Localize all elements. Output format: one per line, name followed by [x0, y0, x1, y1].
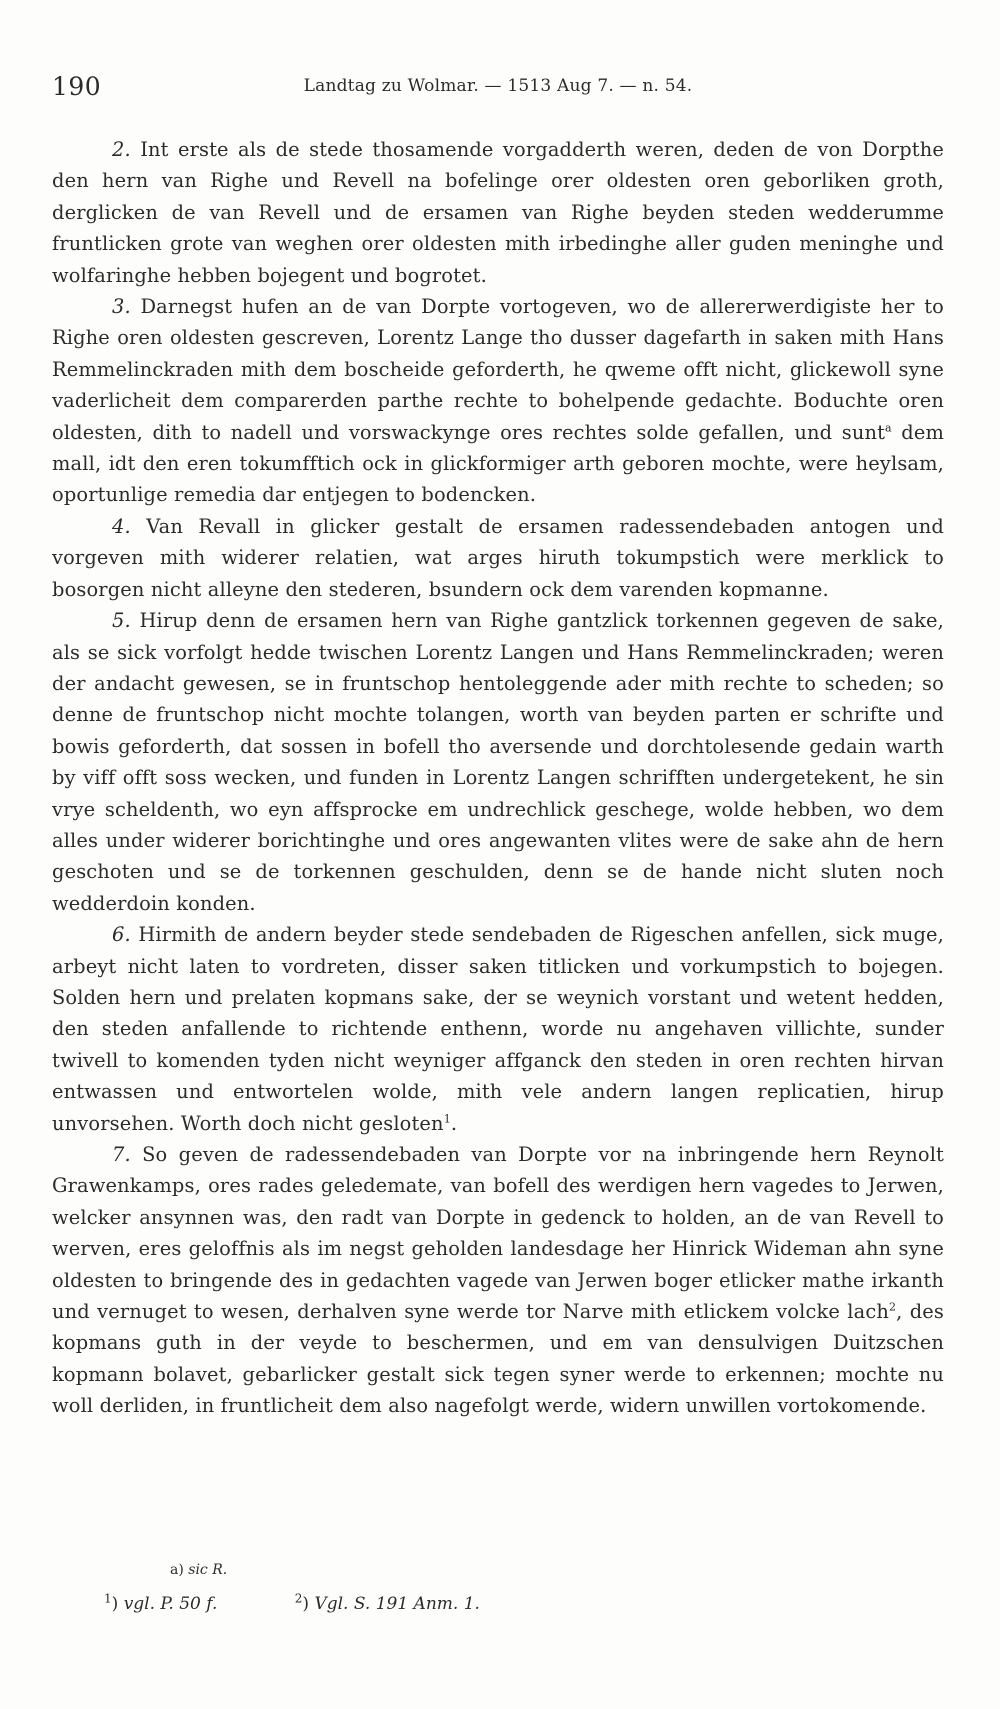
paragraph-text: So geven de radessendebaden van Dorpte vor na inbringende hern Reynolt Grawenkamps, ores rades geledemate, van bofell des werdigen hern vagedes to Jerwen, welcker ansynnen was, den radt van Dorpte in gedenck to holden, an de van Revell to werven, eres geloffnis als im negst geholden landesdage her Hinrick Wideman ahn syne oldesten to bringende des in gedachten vagede van Jerwen boger etlicker mathe irkanth und vernuget to wesen, derhalven syne werde tor Narve mith etlickem volcke lach	[52, 1143, 944, 1324]
paragraph-number: 3.	[112, 295, 131, 319]
paragraph-text: Hirmith de andern beyder stede sendebaden de Rigeschen anfellen, sick muge, arbeyt nicht laten to vordreten, disser saken titlicken und vorkumpstich to bojegen. Solden hern und prelaten kopmans sake, der se weynich vorstant und wetent hedden, den steden anfallende to richtende enthenn, worde nu angehaven villichte, sunder twivell to komenden tyden nicht weyniger affganck den steden in oren rechten hirvan entwassen und entwortelen wolde, mith vele andern langen replicatien, hirup unvorsehen. Worth doch nicht gesloten	[52, 923, 944, 1135]
paragraph-text-continued: , des kopmans guth in der veyde to beschermen, und em van densulvigen Duitzschen kopmann bolavet, gebarlicker gestalt sick tegen syner werde to erkennen; mochte nu woll derliden, in fruntlicheit dem also nagefolgt werde, widern unwillen vortokomende.	[52, 1300, 944, 1418]
paragraph-6	[52, 919, 944, 1139]
footnote-a	[170, 1562, 227, 1578]
footnote-ref-a: a	[885, 421, 892, 435]
paragraph-text: Van Revall in glicker gestalt de ersamen radessendebaden antogen und vorgeven mith widerer relatien, wat arges hiruth tokumpstich were merklick to bosorgen nicht alleyne den stederen, bsundern ock dem varenden kopmanne.	[52, 514, 944, 601]
footnote-ref-1: 1	[443, 1112, 451, 1126]
footnote-marker: )	[111, 1594, 119, 1614]
paragraph-text: Hirup denn de ersamen hern van Righe gantzlick torkennen gegeven de sake, als se sick vorfolgt hedde twischen Lorentz Langen und Hans Remmelinckraden; weren der andacht gewesen, se in fruntschop hentoleggende ader mith rechte to scheden; so denne de fruntschop nicht mochte tolangen, worth van beyden parten er schrifte und bowis geforderth, dat sossen in bofell tho aversende und dorchtolesende gedain warth by viff offt soss wecken, und funden in Lorentz Langen schrifften undergetekent, he sin vrye scheldenth, wo eyn affsprocke em undrechlick geschege, wolde hebben, wo dem alles under widerer borichtinghe und ores angewanten vlites were de sake ahn de hern geschoten und se de torkennen geschulden, denn se de hande nicht sluten noch wedderdoin konden.	[52, 609, 944, 915]
footnote-ref-2: 2	[888, 1300, 897, 1314]
footnote-label: a)	[170, 1562, 184, 1578]
paragraph-number: 5.	[112, 609, 131, 633]
footnote-1	[104, 1591, 218, 1614]
paragraph-number: 6.	[112, 923, 131, 947]
paragraph-text: Darnegst hufen an de van Dorpte vortogeven, wo de allererwerdigiste her to Righe oren oldesten gescreven, Lorentz Lange tho dusser dagefarth in saken mith Hans Remmelinckraden mith dem boscheide geforderth, he qweme offt nicht, glickewoll syne vaderlicheit dem comparerden parthe rechte to bohelpende gedachte. Boduchte oren oldesten, dith to nadell und vorswackynge ores rechtes solde gefallen, und sunt	[52, 295, 944, 444]
paragraph-4	[52, 511, 944, 605]
footnote-2	[294, 1591, 480, 1614]
paragraph-7	[52, 1139, 944, 1422]
footnote-text: vgl. P. 50 f.	[123, 1594, 218, 1614]
footnote-number: 1	[104, 1591, 112, 1606]
running-title: Landtag zu Wolmar. — 1513 Aug 7. — n. 54.	[303, 76, 693, 96]
page-header	[52, 72, 944, 108]
footnote-number: 2	[294, 1591, 303, 1606]
numbered-footnotes	[104, 1591, 904, 1614]
paragraph-text-continued: .	[450, 1111, 458, 1135]
page-number: 190	[52, 72, 102, 101]
paragraph-number: 7.	[112, 1143, 131, 1166]
paragraph-text: Int erste als de stede thosamende vorgadderth weren, deden de von Dorpthe den hern van Righe und Revell na bofelinge orer oldesten oren geborliken groth, derglicken de van Revell und de ersamen van Righe beyden steden wedderumme fruntlicken grote van weghen orer oldesten mith irbedinghe aller guden meninghe und wolfaringhe hebben bojegent und bogrotet.	[52, 138, 944, 287]
footnote-marker: )	[302, 1594, 310, 1614]
paragraph-number: 2.	[112, 138, 131, 161]
paragraph-number: 4.	[112, 514, 131, 538]
footnote-text: Vgl. S. 191 Anm. 1.	[314, 1594, 480, 1614]
main-text	[52, 134, 944, 1422]
paragraph-5	[52, 605, 944, 919]
paragraph-2	[52, 134, 944, 291]
footnote-text: sic R.	[188, 1562, 228, 1578]
paragraph-text-continued: dem mall, idt den eren tokumfftich ock in glickformiger arth geboren mochte, were heylsam, oportunlige remedia dar entjegen to bodencken.	[52, 420, 944, 507]
paragraph-3	[52, 291, 944, 511]
